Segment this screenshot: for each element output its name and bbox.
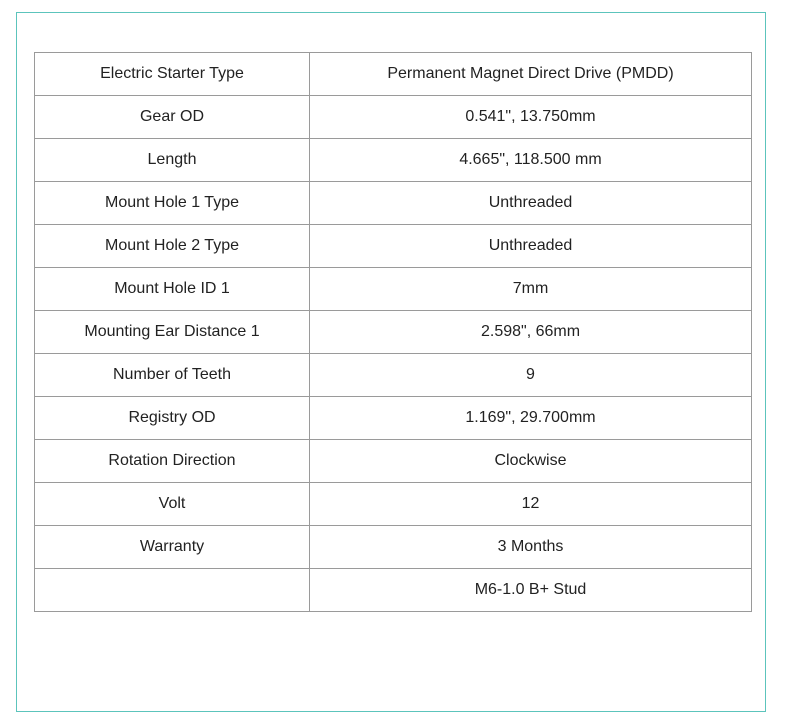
spec-label: Gear OD	[35, 96, 310, 139]
table-row	[35, 311, 752, 354]
spec-value: Unthreaded	[310, 225, 752, 268]
spec-value: 0.541", 13.750mm	[310, 96, 752, 139]
spec-label: Number of Teeth	[35, 354, 310, 397]
spec-value: 2.598", 66mm	[310, 311, 752, 354]
spec-label: Mount Hole 1 Type	[35, 182, 310, 225]
spec-value: Unthreaded	[310, 182, 752, 225]
spec-value: Clockwise	[310, 440, 752, 483]
spec-label: Electric Starter Type	[35, 53, 310, 96]
spec-value: 4.665", 118.500 mm	[310, 139, 752, 182]
spec-value: 3 Months	[310, 526, 752, 569]
table-row	[35, 268, 752, 311]
specs-panel	[16, 12, 766, 712]
spec-value: 12	[310, 483, 752, 526]
spec-value: 7mm	[310, 268, 752, 311]
table-row	[35, 354, 752, 397]
spec-label: Length	[35, 139, 310, 182]
spec-label: Registry OD	[35, 397, 310, 440]
spec-value: 9	[310, 354, 752, 397]
table-row	[35, 569, 752, 612]
table-row	[35, 440, 752, 483]
spec-label: Mount Hole ID 1	[35, 268, 310, 311]
spec-value: Permanent Magnet Direct Drive (PMDD)	[310, 53, 752, 96]
spec-label: Rotation Direction	[35, 440, 310, 483]
table-row	[35, 96, 752, 139]
spec-value: 1.169", 29.700mm	[310, 397, 752, 440]
table-row	[35, 225, 752, 268]
table-row	[35, 526, 752, 569]
spec-label: Mounting Ear Distance 1	[35, 311, 310, 354]
table-row	[35, 397, 752, 440]
spec-label: Mount Hole 2 Type	[35, 225, 310, 268]
specifications-table	[34, 52, 752, 612]
table-row	[35, 53, 752, 96]
table-row	[35, 182, 752, 225]
specifications-table-body	[35, 53, 752, 612]
table-row	[35, 139, 752, 182]
spec-value: M6-1.0 B+ Stud	[310, 569, 752, 612]
spec-label: Warranty	[35, 526, 310, 569]
table-row	[35, 483, 752, 526]
spec-label: Volt	[35, 483, 310, 526]
spec-label	[35, 569, 310, 612]
